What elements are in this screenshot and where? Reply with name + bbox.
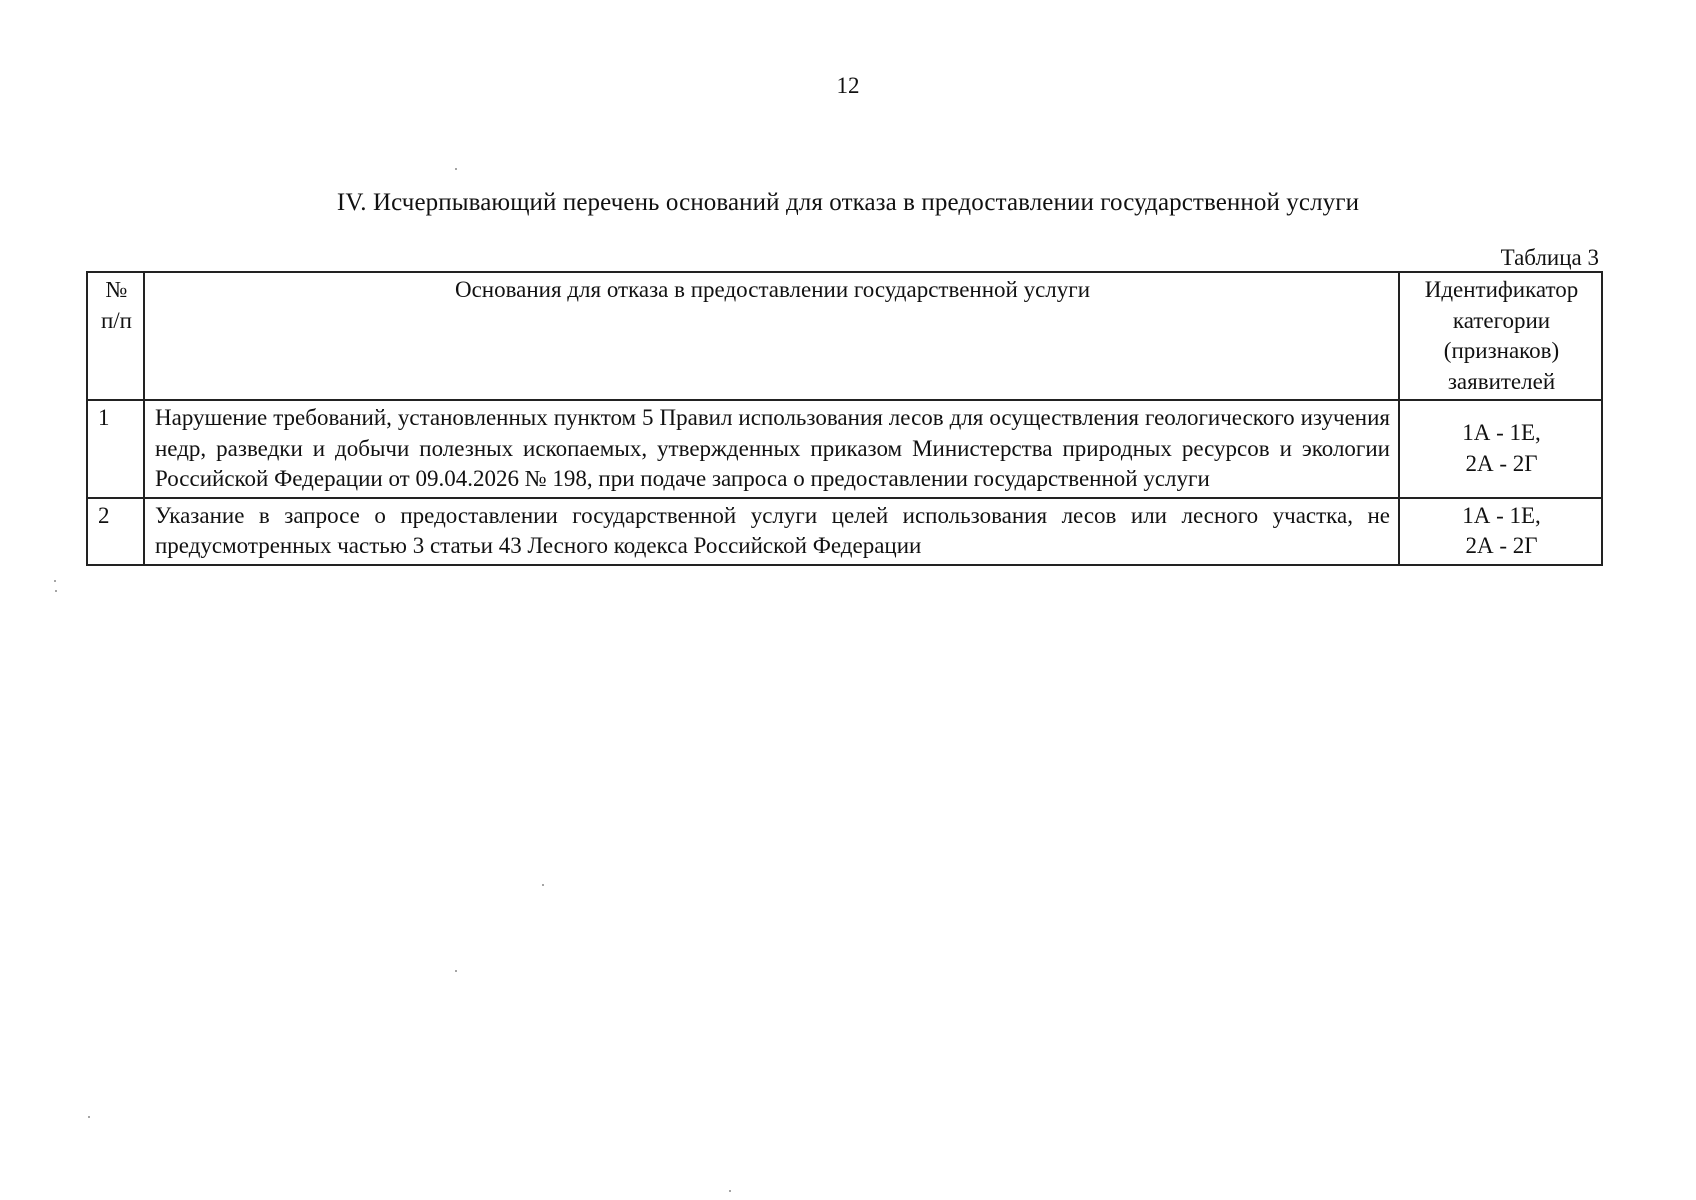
header-grounds: Основания для отказа в предоставлении государственной услуги: [144, 272, 1399, 400]
header-number: № п/п: [87, 272, 144, 400]
identifier-line: 1А - 1Е,: [1462, 502, 1541, 528]
table-header-row: [87, 272, 1602, 400]
row-number: 2: [87, 498, 144, 565]
identifier-line: 2А - 2Г: [1465, 450, 1538, 476]
scan-speck: [455, 168, 457, 170]
scan-speck: [729, 1190, 731, 1192]
table-row: [87, 498, 1602, 565]
table-row: [87, 400, 1602, 498]
scan-speck: [542, 884, 544, 886]
scan-speck: [55, 590, 57, 592]
row-identifier: [1399, 498, 1602, 565]
table-caption: Таблица 3: [1500, 245, 1599, 270]
scan-speck: [88, 1116, 90, 1118]
scan-speck: [455, 970, 457, 972]
row-identifier: [1399, 400, 1602, 498]
header-identifier: Идентификатор категории (признаков) заявителей: [1399, 272, 1602, 400]
refusal-grounds-table: [86, 271, 1603, 566]
identifier-line: 2А - 2Г: [1465, 533, 1538, 558]
row-number: 1: [87, 400, 144, 498]
section-title: IV. Исчерпывающий перечень оснований для отказа в предоставлении государственной услуги: [336, 189, 1360, 216]
page-number: 12: [836, 73, 860, 98]
identifier-line: 1А - 1Е,: [1462, 420, 1541, 446]
row-grounds: Указание в запросе о предоставлении государственной услуги целей использования лесов или лесного участка, не предусмотренных частью 3 статьи 43 Лесного кодекса Российской Федерации: [144, 498, 1399, 565]
scan-speck: [54, 580, 56, 582]
row-grounds: Нарушение требований, установленных пунктом 5 Правил использования лесов для осуществления геологического изучения недр, разведки и добычи полезных ископаемых, утвержденных приказом Министерства природных ресурсов и экологии Российской Федерации от 09.04.2026 № 198, при подаче запроса о предоставлении государственной услуги: [144, 400, 1399, 498]
